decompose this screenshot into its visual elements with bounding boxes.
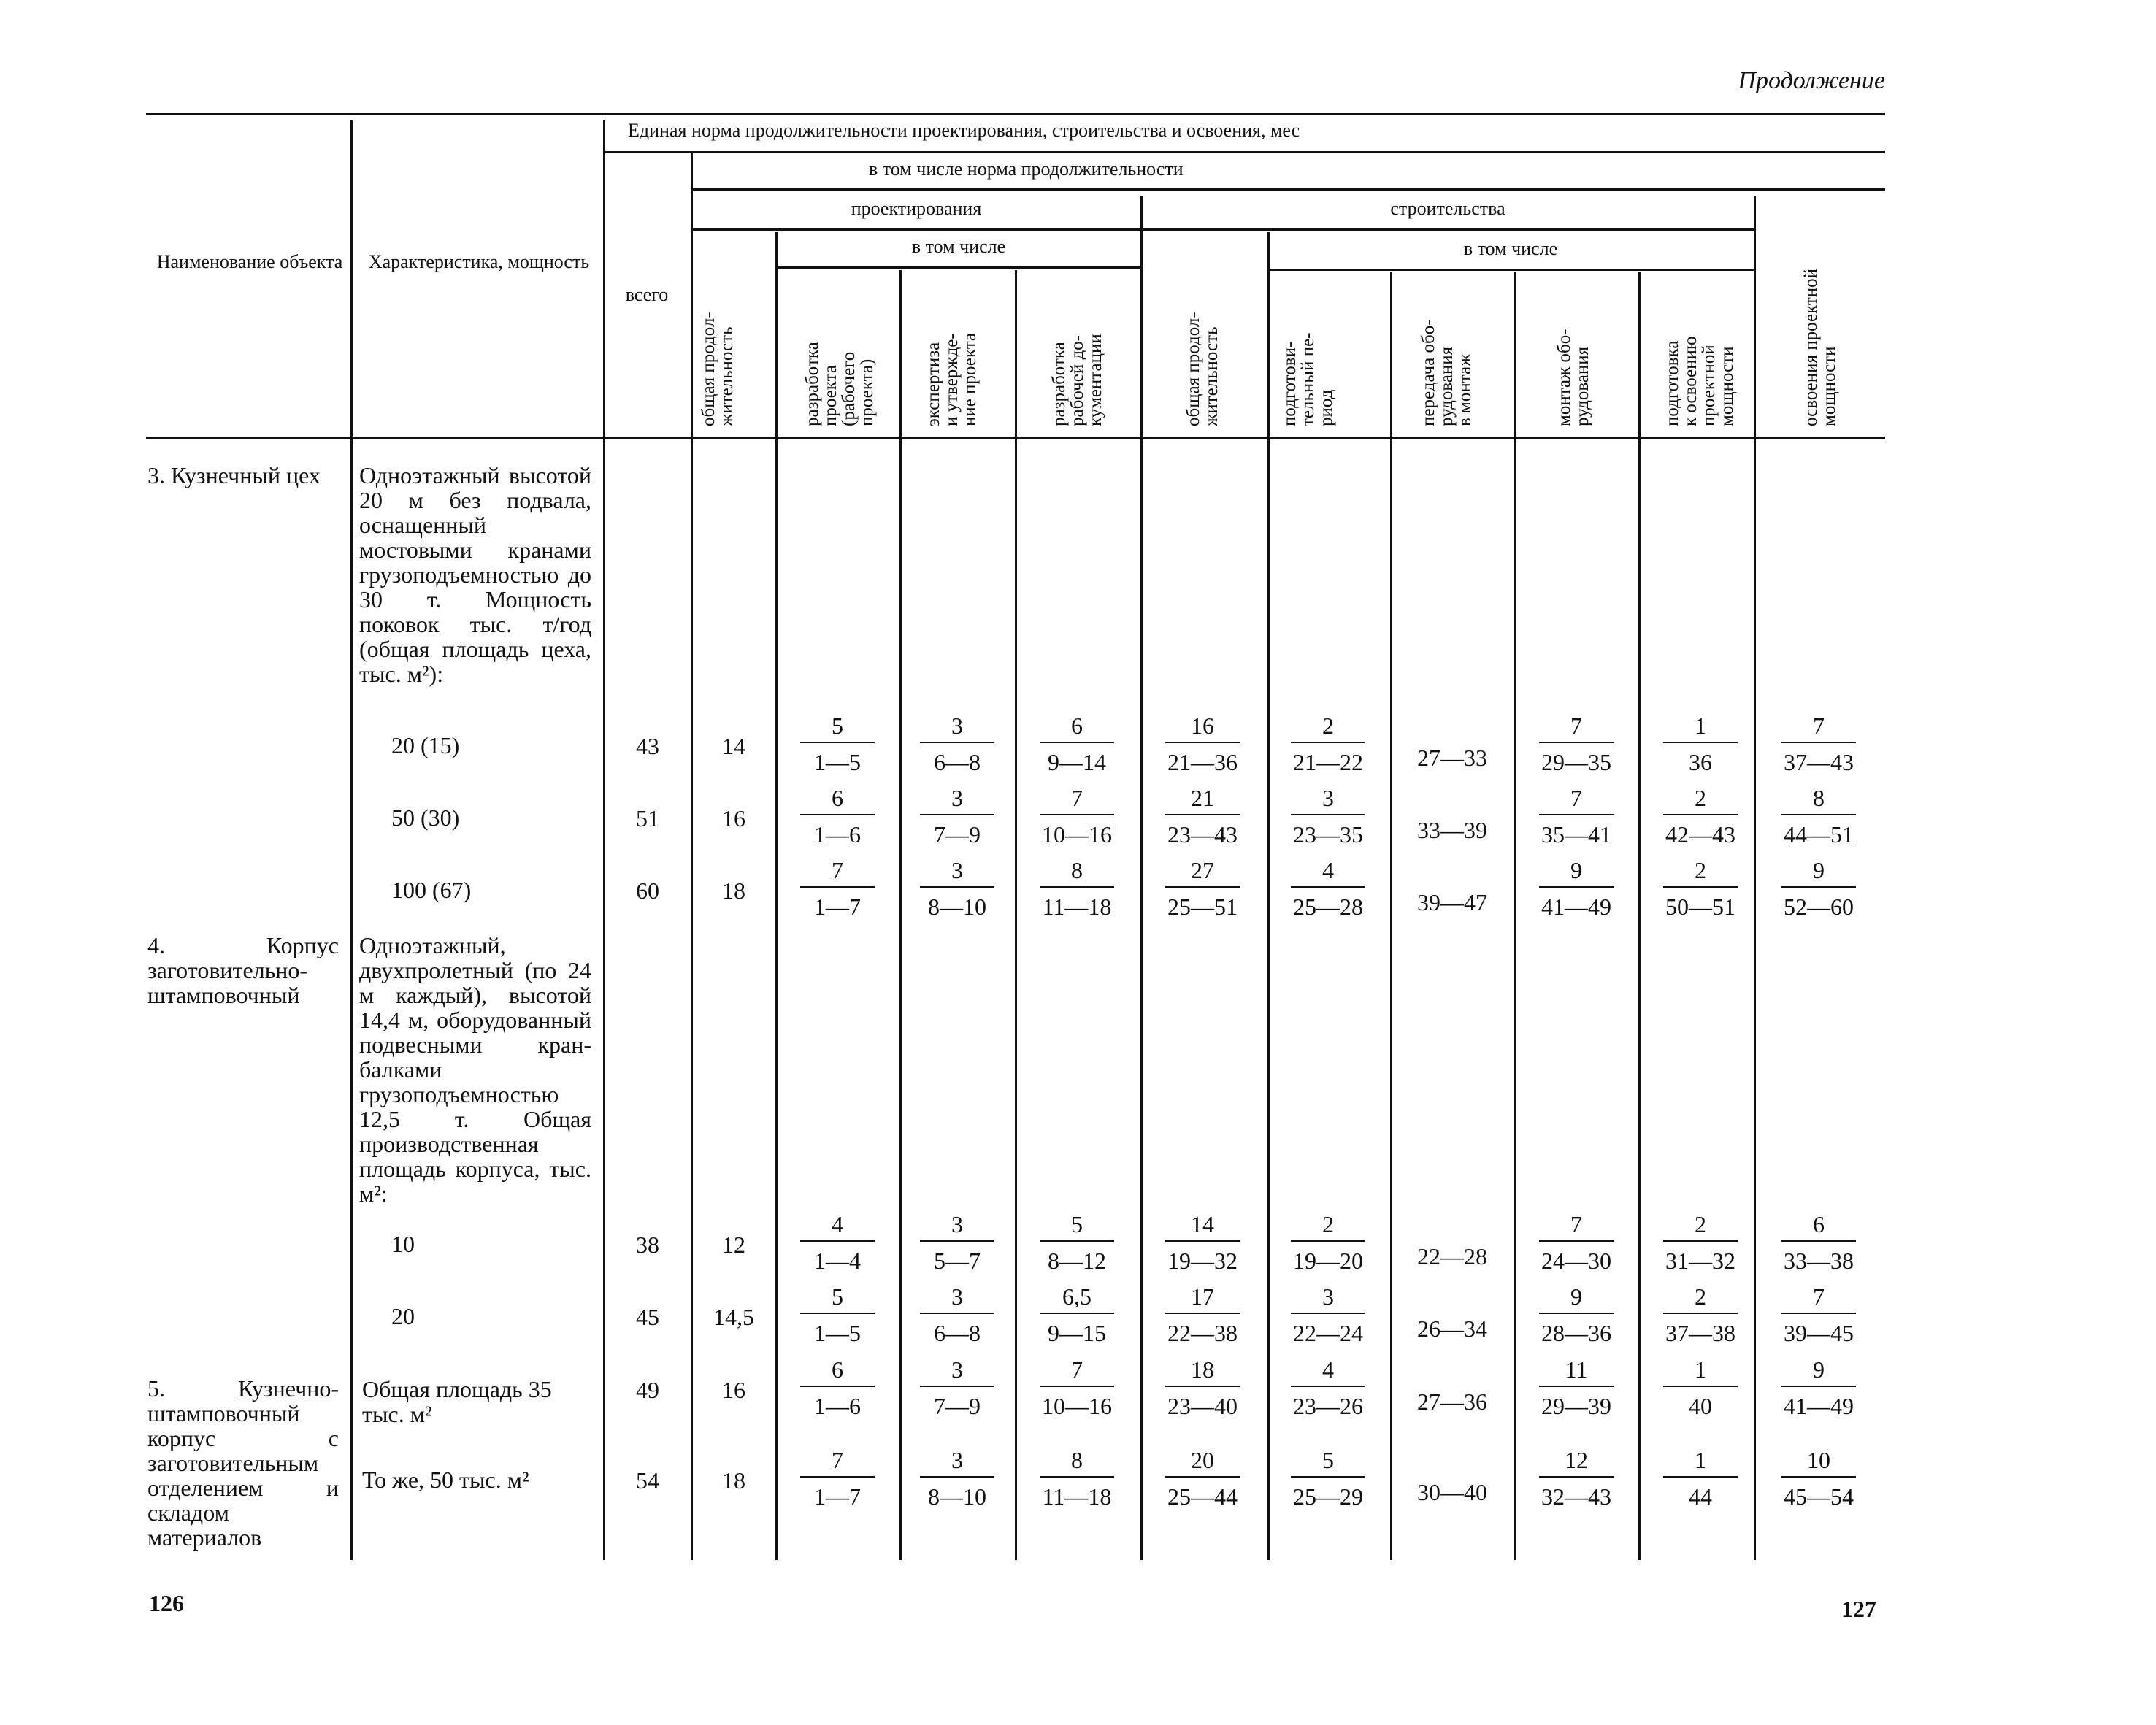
- continuation-label: Продолжение: [1738, 67, 1885, 94]
- fraction-denominator: 32—43: [1541, 1483, 1611, 1510]
- cell-cap: Общая площадь 35 тыс. м²: [362, 1376, 552, 1427]
- fraction-c-install: [1536, 856, 1616, 921]
- fraction-numerator: 14: [1191, 1211, 1214, 1237]
- fraction-denominator: 37—38: [1665, 1320, 1735, 1346]
- fraction-d-exp: [917, 783, 997, 849]
- fraction-numerator: 1: [1695, 1356, 1706, 1383]
- fraction-c-prep: [1288, 1355, 1368, 1421]
- fraction-bar: [920, 1476, 994, 1478]
- fraction-c-total: [1162, 783, 1243, 849]
- fraction-bar: [1040, 1476, 1114, 1478]
- fraction-numerator: 20: [1191, 1447, 1214, 1473]
- fraction-denominator: 41—49: [1541, 894, 1611, 920]
- fraction-numerator: 7: [1570, 1211, 1582, 1237]
- fraction-numerator: 6: [1813, 1211, 1825, 1237]
- cell-d-total: 18: [722, 877, 745, 904]
- fraction-bar: [920, 1386, 994, 1387]
- fraction-numerator: 5: [832, 712, 843, 739]
- fraction-denominator: 28—36: [1541, 1320, 1611, 1346]
- header-construction-including: в том числе: [1463, 238, 1558, 259]
- fraction-denominator: 50—51: [1665, 894, 1735, 920]
- fraction-numerator: 5: [1322, 1447, 1334, 1473]
- fraction-c-install: [1536, 711, 1616, 777]
- fraction-c-prep: [1288, 783, 1368, 849]
- fraction-c-ready: [1660, 783, 1741, 849]
- fraction-numerator: 7: [1813, 1283, 1825, 1310]
- header-construction: строительства: [1390, 198, 1505, 219]
- header-constr-transfer: передача обо- рудования в монтаж: [1419, 319, 1475, 426]
- fraction-bar: [1663, 886, 1738, 888]
- fraction-denominator: 6—8: [934, 749, 981, 775]
- cell-c-transfer: 22—28: [1417, 1243, 1487, 1269]
- left-page-number: 126: [149, 1590, 184, 1616]
- right-page-number: 127: [1841, 1596, 1876, 1622]
- rule-design-constr: [692, 228, 1754, 231]
- fraction-numerator: 3: [951, 1211, 963, 1237]
- fraction-bar: [1291, 1386, 1365, 1387]
- fraction-denominator: 41—49: [1784, 1393, 1854, 1419]
- fraction-d-dev: [797, 1355, 878, 1421]
- fraction-numerator: 16: [1191, 712, 1214, 739]
- header-design-including: в том числе: [911, 236, 1006, 257]
- fraction-bar: [1040, 1386, 1114, 1387]
- fraction-numerator: 7: [1071, 785, 1083, 811]
- object-characteristic: Одноэтажный высотой 20 м без подвала, оснащенный мостовыми кранами грузоподъемностью до 30 т. Мощность поковок тыс. т/год (общая площадь цеха, тыс. м²):: [359, 462, 591, 687]
- fraction-numerator: 2: [1695, 857, 1706, 883]
- fraction-bar: [800, 1313, 875, 1314]
- fraction-bar: [1291, 1240, 1365, 1242]
- cell-total: 51: [636, 805, 659, 831]
- col-rule-10: [1514, 272, 1516, 1560]
- cell-cap: 50 (30): [391, 804, 460, 831]
- fraction-numerator: 6: [1071, 712, 1083, 739]
- rule-design-incl: [777, 266, 1140, 269]
- fraction-bar: [1291, 742, 1365, 743]
- fraction-denominator: 44: [1689, 1483, 1712, 1510]
- fraction-denominator: 42—43: [1665, 821, 1735, 848]
- fraction-numerator: 3: [951, 785, 963, 811]
- fraction-bar: [1165, 1240, 1240, 1242]
- fraction-numerator: 8: [1813, 785, 1825, 811]
- fraction-bar: [1040, 1240, 1114, 1242]
- cell-c-transfer: 33—39: [1417, 817, 1487, 843]
- fraction-d-dev: [797, 856, 878, 921]
- fraction-mastery: [1779, 1445, 1859, 1511]
- fraction-bar: [1539, 886, 1614, 888]
- cell-d-total: 16: [722, 805, 745, 831]
- fraction-numerator: 3: [1322, 785, 1334, 811]
- fraction-bar: [800, 886, 875, 888]
- fraction-denominator: 1—6: [814, 821, 861, 848]
- fraction-bar: [1663, 1240, 1738, 1242]
- fraction-denominator: 23—26: [1293, 1393, 1363, 1419]
- fraction-d-dev: [797, 1210, 878, 1275]
- fraction-denominator: 52—60: [1784, 894, 1854, 920]
- col-rule-7: [1140, 196, 1143, 1560]
- fraction-numerator: 3: [1322, 1283, 1334, 1310]
- fraction-bar: [920, 1240, 994, 1242]
- fraction-bar: [920, 886, 994, 888]
- fraction-denominator: 21—36: [1167, 749, 1238, 775]
- fraction-denominator: 7—9: [934, 821, 981, 848]
- fraction-bar: [1663, 1386, 1738, 1387]
- fraction-bar: [1539, 742, 1614, 743]
- cell-cap: 100 (67): [391, 877, 472, 903]
- cell-total: 54: [636, 1467, 659, 1494]
- cell-c-transfer: 27—33: [1417, 745, 1487, 771]
- fraction-bar: [1781, 742, 1856, 743]
- fraction-mastery: [1779, 783, 1859, 849]
- fraction-denominator: 40: [1689, 1393, 1712, 1419]
- fraction-numerator: 3: [951, 712, 963, 739]
- fraction-d-work: [1037, 1282, 1117, 1348]
- header-constr-ready: подготовка к освоению проектной мощности: [1662, 336, 1737, 426]
- fraction-denominator: 23—43: [1167, 821, 1238, 848]
- fraction-bar: [1165, 1313, 1240, 1314]
- fraction-mastery: [1779, 1282, 1859, 1348]
- fraction-numerator: 3: [951, 1356, 963, 1383]
- header-object: Наименование объекта: [156, 251, 343, 272]
- fraction-bar: [1040, 814, 1114, 815]
- cell-d-total: 14,5: [713, 1304, 754, 1330]
- table-top-rule: [146, 113, 1885, 115]
- fraction-denominator: 44—51: [1784, 821, 1854, 848]
- fraction-denominator: 9—15: [1048, 1320, 1106, 1346]
- fraction-denominator: 39—45: [1784, 1320, 1854, 1346]
- fraction-c-prep: [1288, 856, 1368, 921]
- fraction-c-install: [1536, 1282, 1616, 1348]
- header-mastery: освоения проектной мощности: [1801, 268, 1839, 426]
- fraction-bar: [1040, 742, 1114, 743]
- fraction-c-prep: [1288, 711, 1368, 777]
- rule-unified: [603, 151, 1885, 153]
- fraction-numerator: 1: [1695, 712, 1706, 739]
- fraction-bar: [1663, 742, 1738, 743]
- fraction-numerator: 3: [951, 1283, 963, 1310]
- fraction-denominator: 24—30: [1541, 1248, 1611, 1274]
- fraction-numerator: 9: [1570, 857, 1582, 883]
- fraction-c-ready: [1660, 1355, 1741, 1421]
- header-design-exp: экспертиза и утвержде- ние проекта: [924, 332, 980, 426]
- fraction-denominator: 25—51: [1167, 894, 1238, 920]
- fraction-c-total: [1162, 1355, 1243, 1421]
- fraction-denominator: 25—44: [1167, 1483, 1238, 1510]
- fraction-d-work: [1037, 783, 1117, 849]
- col-rule-4: [775, 232, 778, 1560]
- fraction-bar: [1781, 814, 1856, 815]
- header-unified-norm: Единая норма продолжительности проектирования, строительства и освоения, мес: [628, 120, 1300, 141]
- fraction-numerator: 8: [1071, 857, 1083, 883]
- fraction-d-dev: [797, 783, 878, 849]
- fraction-bar: [1781, 1386, 1856, 1387]
- cell-cap: 10: [391, 1231, 415, 1257]
- fraction-bar: [1165, 886, 1240, 888]
- object-name: 4. Корпус заготовительно-штамповочный: [147, 932, 339, 1008]
- fraction-denominator: 45—54: [1784, 1483, 1854, 1510]
- cell-total: 60: [636, 877, 659, 904]
- header-constr-total: общая продол- жительность: [1184, 312, 1221, 426]
- fraction-bar: [800, 1240, 875, 1242]
- header-characteristic: Характеристика, мощность: [368, 251, 590, 272]
- fraction-numerator: 7: [832, 857, 843, 883]
- fraction-denominator: 7—9: [934, 1393, 981, 1419]
- fraction-c-total: [1162, 1210, 1243, 1275]
- fraction-d-exp: [917, 1282, 997, 1348]
- fraction-bar: [1165, 814, 1240, 815]
- cell-cap: 20: [391, 1303, 415, 1329]
- fraction-numerator: 10: [1807, 1447, 1830, 1473]
- col-rule-6: [1015, 270, 1017, 1560]
- fraction-denominator: 1—5: [814, 1320, 861, 1346]
- fraction-numerator: 4: [832, 1211, 843, 1237]
- fraction-denominator: 22—24: [1293, 1320, 1363, 1346]
- fraction-numerator: 1: [1695, 1447, 1706, 1473]
- fraction-c-total: [1162, 856, 1243, 921]
- header-constr-prep: подготови- тельный пе- риод: [1280, 332, 1336, 426]
- rule-constr-incl: [1267, 269, 1754, 271]
- fraction-denominator: 25—29: [1293, 1483, 1363, 1510]
- fraction-bar: [920, 814, 994, 815]
- fraction-bar: [1781, 1476, 1856, 1478]
- fraction-d-exp: [917, 1210, 997, 1275]
- fraction-denominator: 29—35: [1541, 749, 1611, 775]
- fraction-numerator: 7: [832, 1447, 843, 1473]
- fraction-c-total: [1162, 1445, 1243, 1511]
- fraction-denominator: 10—16: [1042, 821, 1112, 848]
- fraction-denominator: 8—10: [928, 894, 986, 920]
- fraction-d-work: [1037, 1445, 1117, 1511]
- fraction-bar: [1040, 886, 1114, 888]
- fraction-c-install: [1536, 783, 1616, 849]
- fraction-denominator: 11—18: [1042, 1483, 1112, 1510]
- fraction-d-exp: [917, 1445, 997, 1511]
- header-design: проектирования: [851, 198, 982, 219]
- fraction-denominator: 33—38: [1784, 1248, 1854, 1274]
- fraction-numerator: 9: [1813, 1356, 1825, 1383]
- fraction-bar: [1165, 742, 1240, 743]
- fraction-bar: [1291, 814, 1365, 815]
- fraction-bar: [1539, 814, 1614, 815]
- cell-c-transfer: 30—40: [1417, 1479, 1487, 1505]
- fraction-numerator: 9: [1813, 857, 1825, 883]
- cell-d-total: 14: [722, 733, 745, 759]
- fraction-bar: [1781, 1313, 1856, 1314]
- fraction-bar: [920, 742, 994, 743]
- fraction-denominator: 35—41: [1541, 821, 1611, 848]
- object-characteristic: Одноэтажный, двухпролетный (по 24 м каждый), высотой 14,4 м, оборудованный подвесными кран-балками грузоподъемностью 12,5 т. Общая производственная площадь корпуса, тыс. м²:: [359, 932, 591, 1207]
- fraction-numerator: 4: [1322, 857, 1334, 883]
- fraction-denominator: 23—35: [1293, 821, 1363, 848]
- col-rule-5: [899, 270, 902, 1560]
- fraction-d-exp: [917, 856, 997, 921]
- rule-including: [692, 188, 1885, 191]
- fraction-numerator: 6: [832, 1356, 843, 1383]
- fraction-denominator: 37—43: [1784, 749, 1854, 775]
- fraction-bar: [1539, 1240, 1614, 1242]
- fraction-d-work: [1037, 1210, 1117, 1275]
- cell-cap: То же, 50 тыс. м²: [362, 1467, 529, 1493]
- fraction-bar: [1781, 1240, 1856, 1242]
- fraction-bar: [1165, 1476, 1240, 1478]
- fraction-c-prep: [1288, 1282, 1368, 1348]
- fraction-d-work: [1037, 1355, 1117, 1421]
- object-name: 5. Кузнечно-штамповочный корпус с заготовительным отделением и складом материалов: [147, 1375, 339, 1551]
- fraction-numerator: 21: [1191, 785, 1214, 811]
- fraction-d-dev: [797, 711, 878, 777]
- fraction-numerator: 5: [832, 1283, 843, 1310]
- fraction-numerator: 11: [1565, 1356, 1588, 1383]
- fraction-numerator: 3: [951, 857, 963, 883]
- fraction-denominator: 10—16: [1042, 1393, 1112, 1419]
- cell-total: 45: [636, 1304, 659, 1330]
- fraction-numerator: 17: [1191, 1283, 1214, 1310]
- cell-total: 43: [636, 733, 659, 759]
- fraction-c-install: [1536, 1210, 1616, 1275]
- fraction-bar: [1663, 814, 1738, 815]
- fraction-mastery: [1779, 1355, 1859, 1421]
- fraction-mastery: [1779, 1210, 1859, 1275]
- fraction-c-ready: [1660, 1210, 1741, 1275]
- fraction-c-total: [1162, 1282, 1243, 1348]
- fraction-numerator: 2: [1695, 1211, 1706, 1237]
- fraction-numerator: 18: [1191, 1356, 1214, 1383]
- fraction-numerator: 7: [1570, 712, 1582, 739]
- fraction-numerator: 12: [1565, 1447, 1588, 1473]
- fraction-numerator: 9: [1570, 1283, 1582, 1310]
- fraction-denominator: 19—20: [1293, 1248, 1363, 1274]
- fraction-d-exp: [917, 1355, 997, 1421]
- col-rule-8: [1267, 232, 1270, 1560]
- cell-c-transfer: 26—34: [1417, 1315, 1487, 1342]
- object-name: 3. Кузнечный цех: [147, 462, 321, 488]
- fraction-denominator: 11—18: [1042, 894, 1112, 920]
- fraction-denominator: 1—7: [814, 1483, 861, 1510]
- fraction-denominator: 6—8: [934, 1320, 981, 1346]
- fraction-numerator: 6: [832, 785, 843, 811]
- fraction-d-exp: [917, 711, 997, 777]
- fraction-denominator: 31—32: [1665, 1248, 1735, 1274]
- fraction-bar: [1291, 1476, 1365, 1478]
- fraction-denominator: 25—28: [1293, 894, 1363, 920]
- header-constr-install: монтаж обо- рудования: [1554, 329, 1592, 426]
- fraction-denominator: 29—39: [1541, 1393, 1611, 1419]
- fraction-numerator: 7: [1813, 712, 1825, 739]
- fraction-denominator: 1—5: [814, 749, 861, 775]
- fraction-bar: [1663, 1313, 1738, 1314]
- fraction-numerator: 2: [1322, 1211, 1334, 1237]
- fraction-denominator: 36: [1689, 749, 1712, 775]
- fraction-bar: [1539, 1313, 1614, 1314]
- fraction-bar: [800, 742, 875, 743]
- fraction-denominator: 1—7: [814, 894, 861, 920]
- fraction-denominator: 8—12: [1048, 1248, 1106, 1274]
- col-rule-2: [603, 120, 605, 1560]
- cell-total: 38: [636, 1232, 659, 1258]
- cell-c-transfer: 39—47: [1417, 889, 1487, 915]
- fraction-denominator: 22—38: [1167, 1320, 1238, 1346]
- fraction-bar: [1165, 1386, 1240, 1387]
- header-design-dev: разработка проекта (рабочего проекта): [802, 342, 877, 426]
- fraction-bar: [800, 1386, 875, 1387]
- header-total: всего: [625, 284, 669, 305]
- header-design-work: разработка рабочей до- кументации: [1049, 334, 1105, 426]
- fraction-bar: [1539, 1476, 1614, 1478]
- fraction-denominator: 19—32: [1167, 1248, 1238, 1274]
- fraction-bar: [1040, 1313, 1114, 1314]
- fraction-denominator: 21—22: [1293, 749, 1363, 775]
- fraction-bar: [1291, 1313, 1365, 1314]
- header-including-norm: в том числе норма продолжительности: [869, 158, 1184, 180]
- fraction-numerator: 8: [1071, 1447, 1083, 1473]
- fraction-mastery: [1779, 711, 1859, 777]
- fraction-numerator: 7: [1071, 1356, 1083, 1383]
- col-rule-3: [691, 153, 693, 1560]
- fraction-c-ready: [1660, 711, 1741, 777]
- fraction-numerator: 6,5: [1062, 1283, 1092, 1310]
- fraction-denominator: 5—7: [934, 1248, 981, 1274]
- fraction-numerator: 5: [1071, 1211, 1083, 1237]
- col-rule-12: [1754, 196, 1756, 1560]
- fraction-c-ready: [1660, 856, 1741, 921]
- fraction-bar: [800, 814, 875, 815]
- fraction-c-install: [1536, 1355, 1616, 1421]
- fraction-mastery: [1779, 856, 1859, 921]
- fraction-denominator: 1—4: [814, 1248, 861, 1274]
- fraction-c-prep: [1288, 1210, 1368, 1275]
- cell-cap: 20 (15): [391, 732, 460, 758]
- fraction-numerator: 27: [1191, 857, 1214, 883]
- fraction-bar: [800, 1476, 875, 1478]
- fraction-d-dev: [797, 1282, 878, 1348]
- cell-d-total: 12: [722, 1232, 745, 1258]
- cell-total: 49: [636, 1377, 659, 1403]
- fraction-bar: [1539, 1386, 1614, 1387]
- fraction-numerator: 4: [1322, 1356, 1334, 1383]
- fraction-bar: [1291, 886, 1365, 888]
- fraction-denominator: 9—14: [1048, 749, 1106, 775]
- fraction-bar: [1781, 886, 1856, 888]
- fraction-denominator: 23—40: [1167, 1393, 1238, 1419]
- fraction-numerator: 7: [1570, 785, 1582, 811]
- cell-d-total: 16: [722, 1377, 745, 1403]
- fraction-c-total: [1162, 711, 1243, 777]
- fraction-d-work: [1037, 856, 1117, 921]
- fraction-numerator: 2: [1322, 712, 1334, 739]
- fraction-c-ready: [1660, 1282, 1741, 1348]
- header-design-total: общая продол- жительность: [699, 312, 737, 426]
- fraction-bar: [1663, 1476, 1738, 1478]
- col-rule-11: [1638, 272, 1641, 1560]
- fraction-numerator: 2: [1695, 1283, 1706, 1310]
- col-rule-1: [350, 120, 353, 1560]
- fraction-c-install: [1536, 1445, 1616, 1511]
- fraction-numerator: 2: [1695, 785, 1706, 811]
- fraction-numerator: 3: [951, 1447, 963, 1473]
- fraction-c-ready: [1660, 1445, 1741, 1511]
- cell-c-transfer: 27—36: [1417, 1388, 1487, 1415]
- fraction-denominator: 8—10: [928, 1483, 986, 1510]
- fraction-d-dev: [797, 1445, 878, 1511]
- fraction-c-prep: [1288, 1445, 1368, 1511]
- fraction-d-work: [1037, 711, 1117, 777]
- fraction-denominator: 1—6: [814, 1393, 861, 1419]
- col-rule-9: [1390, 272, 1392, 1560]
- cell-d-total: 18: [722, 1467, 745, 1494]
- fraction-bar: [920, 1313, 994, 1314]
